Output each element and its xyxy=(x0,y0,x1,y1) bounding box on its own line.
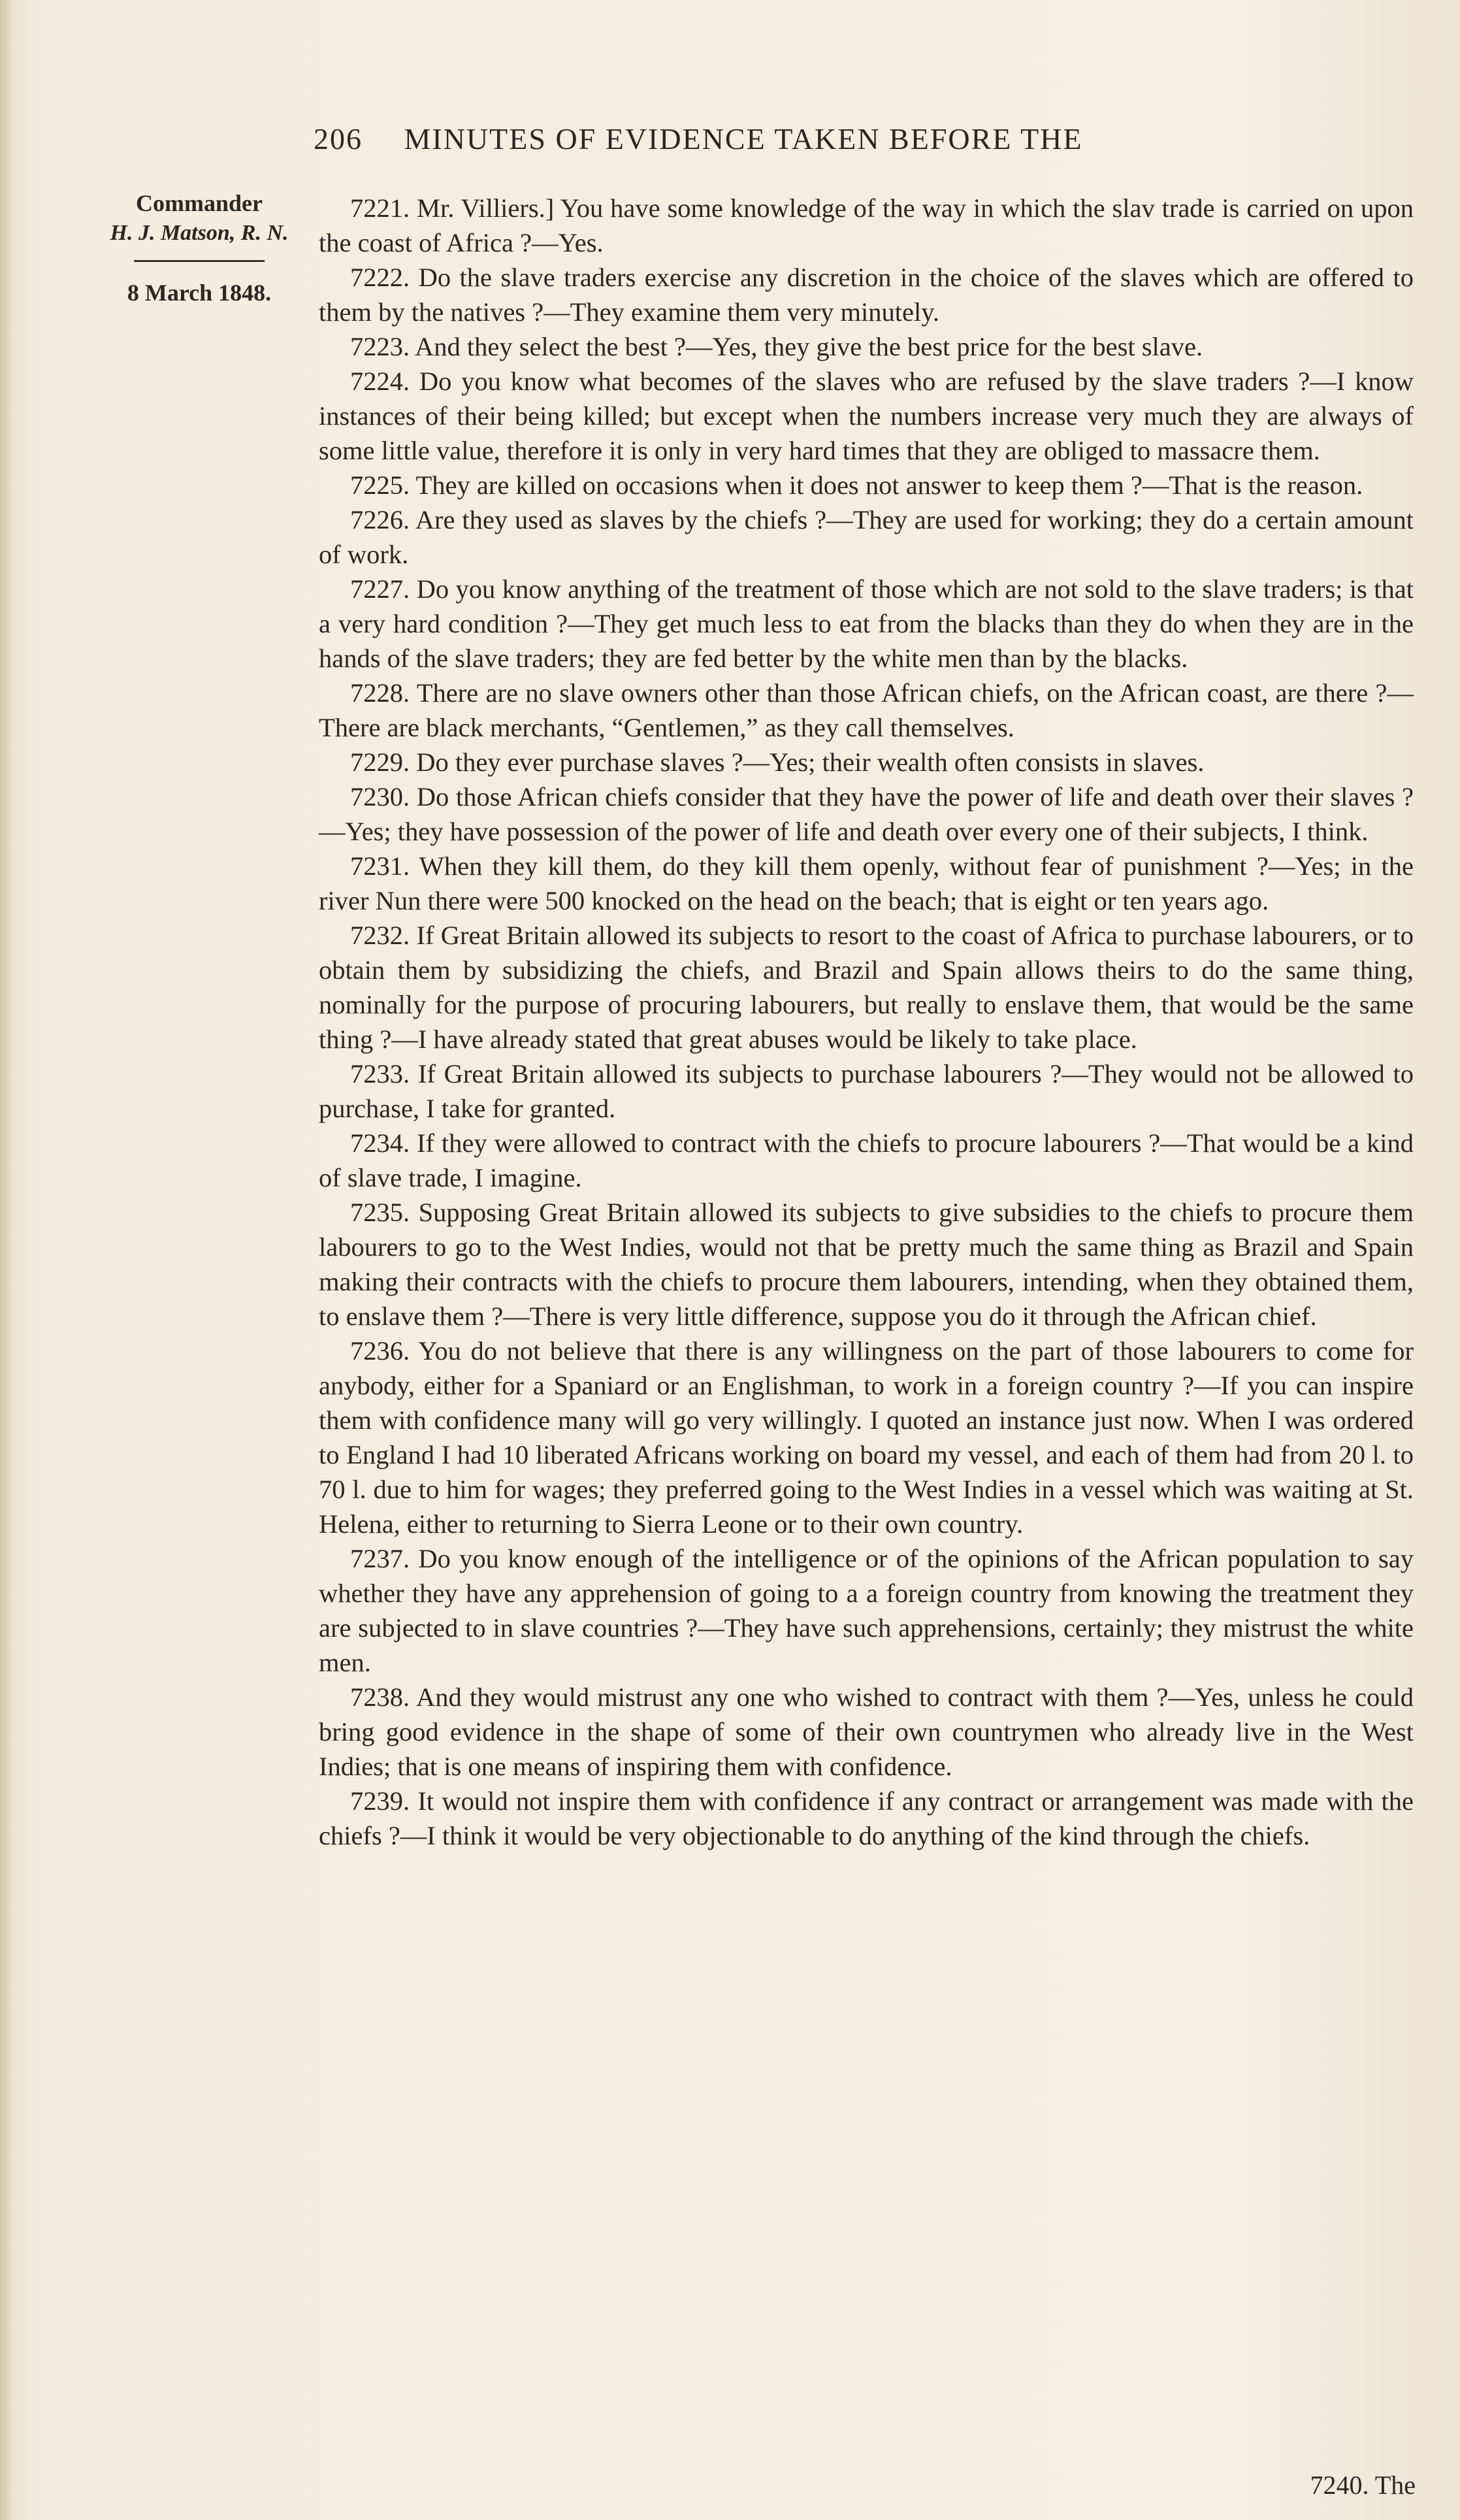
question-7237: 7237. Do you know enough of the intelligence or of the opinions of the African population to say whether they have any apprehension of going to a a foreign country from knowing the treatment they are subjected to in slave countries ?—They have such apprehensions, certainly; they mistrust the white men. xyxy=(319,1544,1414,1677)
question-7229: 7229. Do they ever purchase slaves ?—Yes; their wealth often consists in slaves. xyxy=(350,747,1205,777)
question-7222: 7222. Do the slave traders exercise any discretion in the choice of the slaves which are offered to them by the natives ?—They examine them very minutely. xyxy=(319,263,1414,327)
evidence-text xyxy=(319,191,1414,1853)
question-7223: 7223. And they select the best ?—Yes, they give the best price for the best slave. xyxy=(350,332,1203,361)
question-7235: 7235. Supposing Great Britain allowed its subjects to give subsidies to the chiefs to procure them labourers to go to the West Indies, would not that be pretty much the same thing as Brazil and Spain making their contracts with the chiefs to procure them labourers, intending, when they obtained them, to enslave them ?—There is very little difference, suppose you do it through the African chief. xyxy=(319,1198,1414,1331)
question-7239: 7239. It would not inspire them with confidence if any contract or arrangement was made with the chiefs ?—I think it would be very objectionable to do anything of the kind through the chiefs. xyxy=(319,1786,1414,1850)
witness-rank: Commander xyxy=(136,190,263,216)
question-7221: 7221. Mr. Villiers.] You have some knowledge of the way in which the slav trade is carried on upon the coast of Africa ?—Yes. xyxy=(319,193,1414,257)
question-7224: 7224. Do you know what becomes of the slaves who are refused by the slave traders ?—I know instances of their being killed; but except when the numbers increase very much they are always of some little value, therefore it is only in very hard times that they are obliged to massacre them. xyxy=(319,367,1414,465)
catchword: 7240. The xyxy=(1310,2470,1416,2500)
margin-note xyxy=(91,189,307,306)
question-7236: 7236. You do not believe that there is any willingness on the part of those labourers to come for anybody, either for a Spaniard or an Englishman, to work in a foreign country ?—If you can inspire them with confidence many will go very willingly. I quoted an instance just now. When I was ordered to England I had 10 liberated Africans working on board my vessel, and each of them had from 20 l. to 70 l. due to him for wages; they preferred going to the West Indies in a vessel which was waiting at St. Helena, either to returning to Sierra Leone or to their own country. xyxy=(319,1336,1414,1539)
question-7232: 7232. If Great Britain allowed its subjects to resort to the coast of Africa to purchase labourers, or to obtain them by subsidizing the chiefs, and Brazil and Spain allows theirs to do the same thing, nominally for the purpose of procuring labourers, but really to enslave them, that would be the same thing ?—I have already stated that great abuses would be likely to take place. xyxy=(319,921,1414,1054)
question-7228: 7228. There are no slave owners other than those African chiefs, on the African coast, are there ?—There are black merchants, “Gentlemen,” as they call themselves. xyxy=(319,678,1414,742)
evidence-date: 8 March 1848. xyxy=(127,280,272,306)
running-title: MINUTES OF EVIDENCE TAKEN BEFORE THE xyxy=(404,122,1083,155)
question-7231: 7231. When they kill them, do they kill them openly, without fear of punishment ?—Yes; in the river Nun there were 500 knocked on the head on the beach; that is eight or ten years ago. xyxy=(319,851,1414,915)
question-7234: 7234. If they were allowed to contract with the chiefs to procure labourers ?—That would be a kind of slave trade, I imagine. xyxy=(319,1128,1414,1192)
question-7233: 7233. If Great Britain allowed its subjects to purchase labourers ?—They would not be allowed to purchase, I take for granted. xyxy=(319,1059,1414,1123)
binding-edge xyxy=(0,0,12,2520)
question-7225: 7225. They are killed on occasions when it does not answer to keep them ?—That is the reason. xyxy=(350,470,1363,500)
question-7238: 7238. And they would mistrust any one who wished to contract with them ?—Yes, unless he could bring good evidence in the shape of some of their own countrymen who already live in the West Indies; that is one means of inspiring them with confidence. xyxy=(319,1682,1414,1781)
question-7230: 7230. Do those African chiefs consider that they have the power of life and death over their slaves ?—Yes; they have possession of the power of life and death over every one of their subjects, I think. xyxy=(319,782,1414,846)
margin-rule xyxy=(134,260,265,262)
page-number: 206 xyxy=(314,122,363,155)
question-7227: 7227. Do you know anything of the treatment of those which are not sold to the slave traders; is that a very hard condition ?—They get much less to eat from the blacks than they do when they are in the hands of the slave traders; they are fed better by the white men than by the blacks. xyxy=(319,574,1414,673)
running-header xyxy=(314,122,1320,156)
question-7226: 7226. Are they used as slaves by the chiefs ?—They are used for working; they do a certain amount of work. xyxy=(319,505,1414,569)
witness-name: H. J. Matson, R. N. xyxy=(110,221,289,245)
